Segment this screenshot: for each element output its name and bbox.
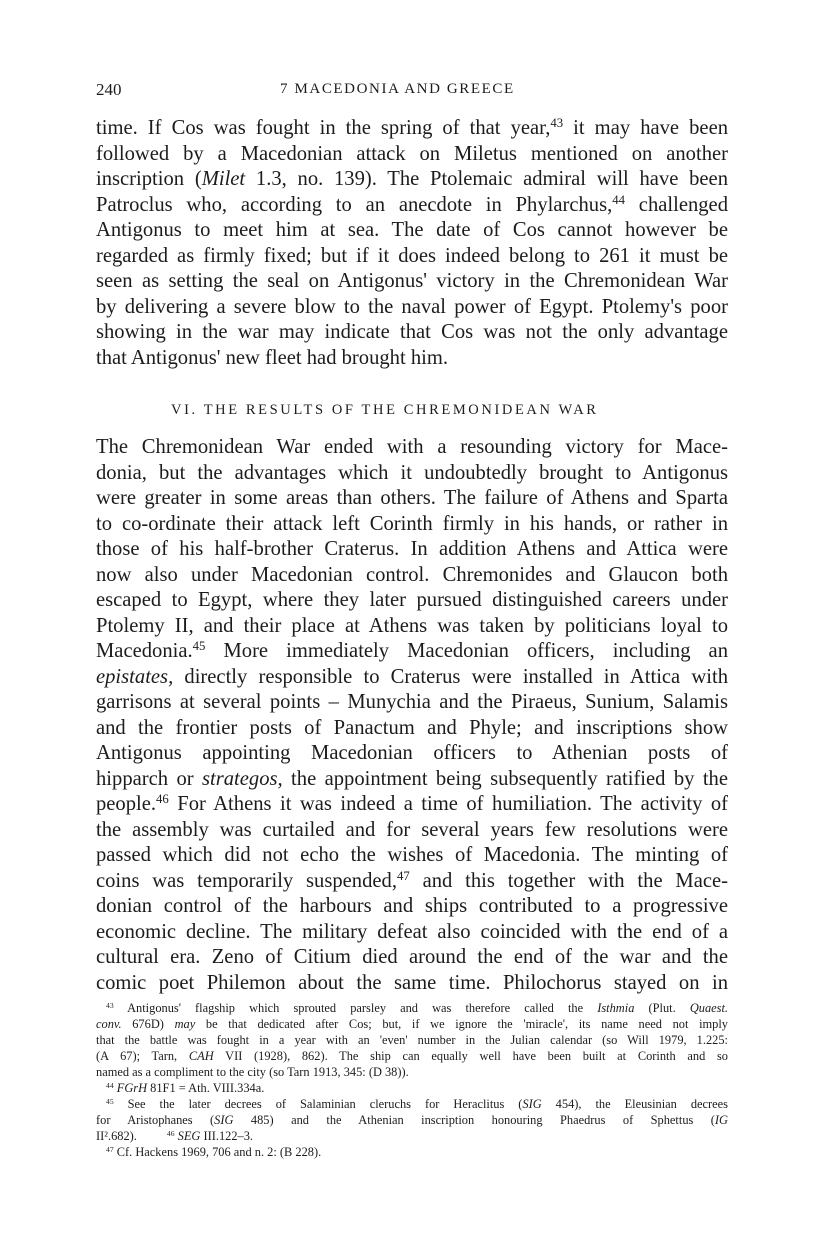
text-line: and the frontier posts of Panactum and Phyle; and inscriptions show <box>96 716 728 739</box>
text-line: donian control of the harbours and ships contributed to a progressive <box>96 895 728 917</box>
footnote-ref-44[interactable]: 44 <box>612 192 626 207</box>
text-line: Macedonia.$^{45}$ More immediately Macedonian officers, including an <box>96 638 728 662</box>
text-line: coins was temporarily suspended,$^{47}$ and this together with the Mace- <box>96 868 728 892</box>
text-line: cultural era. Zeno of Citium died around the end of the war and the <box>96 946 728 968</box>
text-line: Ptolemy II, and their place at Athens was taken by politicians loyal to <box>96 614 728 637</box>
footnote-line: II².682). $^{46}$ SEG III.122–3. <box>96 1128 254 1143</box>
text-line: escaped to Egypt, where they later pursued distinguished careers under <box>96 589 728 611</box>
text-line: showing in the war may indicate that Cos was not the only advantage <box>96 321 728 343</box>
section-heading: VI. THE RESULTS OF THE CHREMONIDEAN WAR <box>171 402 599 418</box>
text-line: by delivering a severe blow to the naval power of Egypt. Ptolemy's poor <box>96 295 728 318</box>
text-line: Antigonus appointing Macedonian officers to Athenian posts of <box>96 742 728 764</box>
text-line: comic poet Philemon about the same time. Philochorus stayed on in <box>96 971 728 994</box>
text-line: The Chremonidean War ended with a resounding victory for Mace- <box>96 436 728 458</box>
footnote-line: named as a compliment to the city (so Tarn 1913, 345: (D 38)). <box>96 1065 409 1079</box>
footnote-line: $^{45}$ See the later decrees of Salaminian cleruchs for Heraclitus (SIG 454), the Eleusinian decrees <box>106 1096 728 1111</box>
text-line: followed by a Macedonian attack on Miletus mentioned on another <box>96 142 728 165</box>
footnote-line: $^{43}$ Antigonus' flagship which sprouted parsley and was therefore called the Isthmia (Plut. Quaest. <box>106 1000 729 1015</box>
text-line: time. If Cos was fought in the spring of that year,$^{43}$ it may have been <box>96 115 729 139</box>
footnote-line: (A 67); Tarn, CAH VII (1928), 862). The ship can equally well have been built at Corinth and so <box>96 1049 728 1063</box>
footnote-ref-47[interactable]: 47 <box>396 868 410 883</box>
footnote-ref-46[interactable]: 46 <box>156 791 169 806</box>
text-line: the assembly was curtailed and for several years few resolutions were <box>96 818 728 841</box>
text-line: donia, but the advantages which it undoubtedly brought to Antigonus <box>96 461 728 484</box>
book-page <box>96 76 728 1160</box>
footnotes <box>96 1000 728 1160</box>
text-line: inscription (Milet 1.3, no. 139). The Ptolemaic admiral will have been <box>96 168 728 190</box>
footnote-line: that the battle was fought in a year with an 'even' number in the Julian calendar (so Will 1979, 1.225: <box>96 1033 728 1047</box>
running-head: 7 MACEDONIA AND GREECE <box>280 81 515 97</box>
footnote-45 <box>96 1096 728 1144</box>
footnote-ref-45[interactable]: 45 <box>192 638 206 653</box>
footnote-line: $^{44}$ FGrH 81F1 = Ath. VIII.334a. <box>106 1080 265 1095</box>
page-header <box>96 76 728 106</box>
text-line: now also under Macedonian control. Chremonides and Glaucon both <box>96 563 728 586</box>
footnote-line: for Aristophanes (SIG 485) and the Athenian inscription honouring Phaedrus of Sphettus (IG <box>96 1113 728 1127</box>
text-line: to co-ordinate their attack left Corinth firmly in his hands, or rather in <box>96 512 728 535</box>
text-line: Antigonus to meet him at sea. The date of Cos cannot however be <box>96 219 728 241</box>
footnote-ref-43[interactable]: 43 <box>550 115 564 130</box>
paragraph-1 <box>96 116 728 371</box>
footnote-47 <box>96 1144 728 1160</box>
text-line: garrisons at several points – Munychia and the Piraeus, Sunium, Salamis <box>96 691 728 713</box>
footnote-44 <box>96 1080 728 1096</box>
page-number: 240 <box>96 80 122 99</box>
footnote-43 <box>96 1000 728 1080</box>
text-line: Patroclus who, according to an anecdote in Phylarchus,$^{44}$ challenged <box>96 192 728 216</box>
footnote-line: $^{47}$ Cf. Hackens 1969, 706 and n. 2: (B 228). <box>106 1144 322 1159</box>
paragraph-2 <box>96 435 728 996</box>
text-line: economic decline. The military defeat also coincided with the end of a <box>96 920 728 943</box>
text-line: were greater in some areas than others. The failure of Athens and Sparta <box>96 487 728 509</box>
text-line: regarded as firmly fixed; but if it does indeed belong to 261 it must be <box>96 244 728 267</box>
text-line: people.$^{46}$ For Athens it was indeed a time of humiliation. The activity of <box>96 791 728 815</box>
text-line: those of his half-brother Craterus. In addition Athens and Attica were <box>96 538 728 560</box>
text-line: passed which did not echo the wishes of Macedonia. The minting of <box>96 844 728 866</box>
text-line: epistates, directly responsible to Craterus were installed in Attica with <box>96 665 728 688</box>
text-line: seen as setting the seal on Antigonus' victory in the Chremonidean War <box>96 270 728 292</box>
footnote-line: conv. 676D) may be that dedicated after Cos; but, if we ignore the 'miracle', its name need not imply <box>96 1017 728 1031</box>
text-line: that Antigonus' new fleet had brought him. <box>96 346 449 369</box>
text-line: hipparch or strategos, the appointment being subsequently ratified by the <box>96 767 728 790</box>
footnote-46-number: 46 <box>166 1128 175 1138</box>
